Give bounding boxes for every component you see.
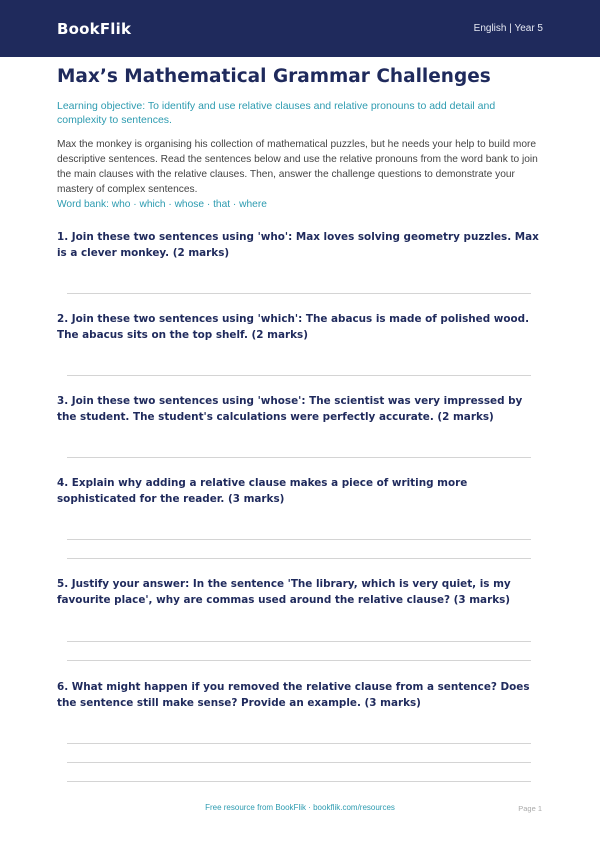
question-4: 4. Explain why adding a relative clause makes a piece of writing more sophisticated for the reader. (3 marks) — [57, 477, 468, 505]
answer-line[interactable] — [67, 539, 531, 540]
answer-line[interactable] — [67, 375, 531, 376]
answer-line[interactable] — [67, 660, 531, 661]
answer-line[interactable] — [67, 457, 531, 458]
learning-objective: Learning objective: To identify and use relative clauses and relative pronouns to add detail and complexity to sentences. — [57, 100, 496, 126]
brand-logo: BookFlik — [57, 19, 132, 38]
question-2: 2. Join these two sentences using 'which': The abacus is made of polished wood. The abacus sits on the top shelf. (2 marks) — [57, 313, 530, 341]
page-header — [0, 0, 600, 57]
page-title: Max’s Mathematical Grammar Challenges — [57, 66, 491, 87]
answer-line[interactable] — [67, 781, 531, 782]
answer-line[interactable] — [67, 641, 531, 642]
question-5: 5. Justify your answer: In the sentence 'The library, which is very quiet, is my favourite place', why are commas used around the relative clause? (3 marks) — [57, 578, 511, 606]
answer-line[interactable] — [67, 743, 531, 744]
subject-year-label: English | Year 5 — [473, 23, 543, 34]
intro-paragraph: Max the monkey is organising his collection of mathematical puzzles, but he needs your help to build more descriptive sentences. Read the sentences below and use the relative pronouns from the word bank to join the main clauses with the relative clauses. Then, answer the challenge questions to demonstrate your mastery of complex sentences. — [57, 139, 538, 195]
word-bank: Word bank: who · which · whose · that · where — [57, 199, 267, 210]
footer-credit: Free resource from BookFlik · bookflik.com/resources — [205, 803, 395, 812]
question-1: 1. Join these two sentences using 'who': Max loves solving geometry puzzles. Max is a clever monkey. (2 marks) — [57, 231, 539, 259]
question-6: 6. What might happen if you removed the relative clause from a sentence? Does the sentence still make sense? Provide an example. (3 marks) — [57, 681, 530, 709]
question-3: 3. Join these two sentences using 'whose': The scientist was very impressed by the student. The student's calculations were perfectly accurate. (2 marks) — [57, 395, 523, 423]
answer-line[interactable] — [67, 293, 531, 294]
answer-line[interactable] — [67, 762, 531, 763]
answer-line[interactable] — [67, 558, 531, 559]
page-number: Page 1 — [518, 804, 542, 813]
